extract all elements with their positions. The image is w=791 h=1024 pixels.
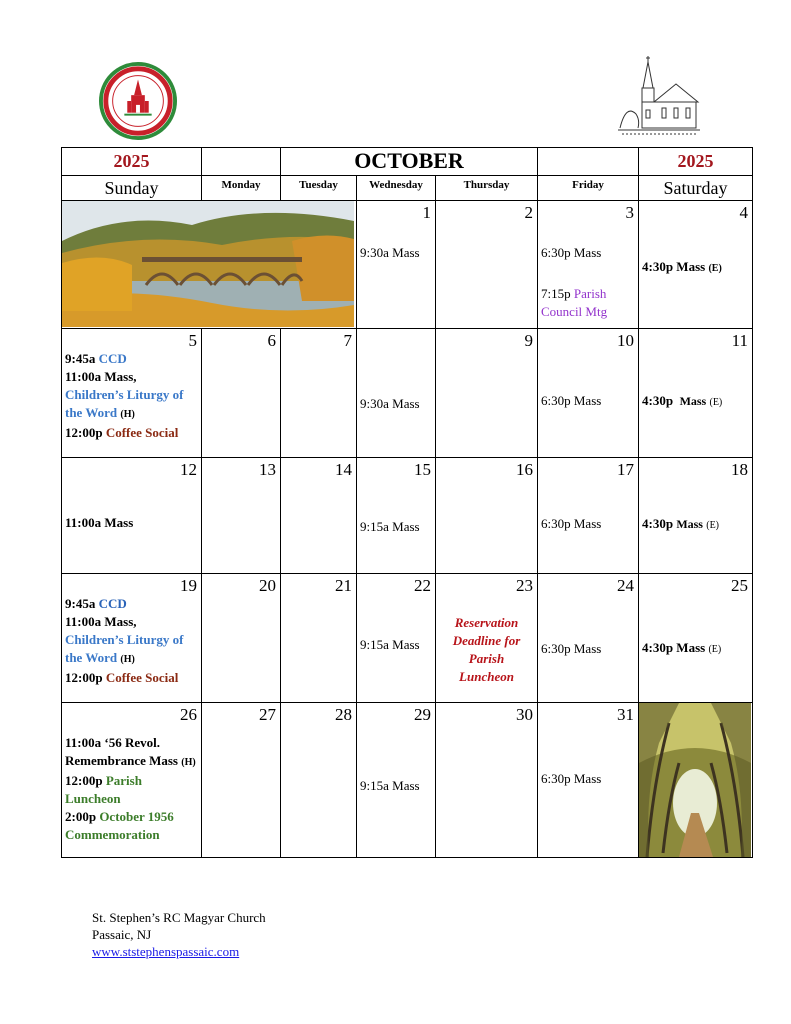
day-cell-17: 17 6:30p Mass <box>538 458 639 574</box>
dow-monday: Monday <box>202 176 281 201</box>
tree-avenue-icon <box>639 703 751 857</box>
parish-seal-icon <box>99 62 177 140</box>
event-mass: 4:30p Mass (E) <box>642 393 723 408</box>
day-cell-20: 20 <box>202 574 281 703</box>
day-cell-23: 23 Reservation Deadline for Parish Luncheon <box>436 574 538 703</box>
church-location: Passaic, NJ <box>92 927 152 942</box>
reservation-deadline-note: Reservation Deadline for Parish Luncheon <box>452 615 521 684</box>
sunday-events: 9:45a CCD 11:00a Mass, Children’s Liturgy of the Word (H) 12:00p Coffee Social <box>65 596 184 685</box>
day-cell-6: 6 <box>202 329 281 458</box>
dow-saturday: Saturday <box>639 176 753 201</box>
sunday-events: 9:45a CCD 11:00a Mass, Children’s Liturgy of the Word (H) 12:00p Coffee Social <box>65 351 184 440</box>
day-cell-31: 31 6:30p Mass <box>538 703 639 858</box>
day-cell-3: 3 6:30p Mass 7:15p Parish Council Mtg <box>538 201 639 329</box>
event-mass: 6:30p Mass <box>541 245 602 260</box>
calendar-grid <box>61 147 753 858</box>
day-cell-16: 16 <box>436 458 538 574</box>
day-cell-22: 22 9:15a Mass <box>357 574 436 703</box>
year-left: 2025 <box>62 148 202 176</box>
day-cell-1: 1 9:30a Mass <box>357 201 436 329</box>
event-mass: 9:15a Mass <box>360 637 420 652</box>
day-cell-18: 18 4:30p Mass (E) <box>639 458 753 574</box>
day-cell-26: 26 11:00a ‘56 Revol. Remembrance Mass (H) 12:00p Parish Luncheon 2:00p October 1956 Commemoration <box>62 703 202 858</box>
dow-tuesday: Tuesday <box>281 176 357 201</box>
event-mass: 11:00a Mass <box>65 515 134 530</box>
day-cell-10: 10 6:30p Mass <box>538 329 639 458</box>
church-sketch-icon <box>618 54 700 138</box>
event-mass: 6:30p Mass <box>541 393 602 408</box>
month-title: OCTOBER <box>281 148 538 176</box>
event-mass: 4:30p Mass (E) <box>642 640 722 655</box>
day-cell-9: 9 <box>436 329 538 458</box>
day-cell-25: 25 4:30p Mass (E) <box>639 574 753 703</box>
website-link[interactable]: www.ststephenspassaic.com <box>92 944 240 959</box>
event-mass: 9:15a Mass <box>360 519 420 534</box>
dow-thursday: Thursday <box>436 176 538 201</box>
day-cell-4: 4 4:30p Mass (E) <box>639 201 753 329</box>
day-cell-21: 21 <box>281 574 357 703</box>
sunday-events: 11:00a ‘56 Revol. Remembrance Mass (H) 12:00p Parish Luncheon 2:00p October 1956 Commemoration <box>65 735 196 842</box>
day-cell-29: 29 9:15a Mass <box>357 703 436 858</box>
event-mass: 6:30p Mass <box>541 516 602 531</box>
dow-friday: Friday <box>538 176 639 201</box>
day-cell-27: 27 <box>202 703 281 858</box>
event-mass: 6:30p Mass <box>541 771 602 786</box>
autumn-bridge-photo <box>62 201 357 329</box>
day-cell-13: 13 <box>202 458 281 574</box>
event-mass: 4:30p Mass (E) <box>642 516 720 531</box>
dow-wednesday: Wednesday <box>357 176 436 201</box>
event-parish-council: 7:15p Parish Council Mtg <box>541 286 608 319</box>
event-mass: 4:30p Mass (E) <box>642 259 722 274</box>
day-cell-19: 19 9:45a CCD 11:00a Mass, Children’s Liturgy of the Word (H) 12:00p Coffee Social <box>62 574 202 703</box>
dow-sunday: Sunday <box>62 176 202 201</box>
day-cell-8 <box>357 329 436 458</box>
tree-avenue-photo <box>639 703 753 858</box>
autumn-bridge-icon <box>62 201 354 327</box>
year-right: 2025 <box>639 148 753 176</box>
day-cell-28: 28 <box>281 703 357 858</box>
event-mass: 9:15a Mass <box>360 778 420 793</box>
day-cell-15: 15 9:15a Mass <box>357 458 436 574</box>
day-cell-5: 5 9:45a CCD 11:00a Mass, Children’s Liturgy of the Word (H) 12:00p Coffee Social <box>62 329 202 458</box>
day-cell-24: 24 6:30p Mass <box>538 574 639 703</box>
church-name: St. Stephen’s RC Magyar Church <box>92 910 266 925</box>
day-cell-7: 7 <box>281 329 357 458</box>
event-mass: 6:30p Mass <box>541 641 602 656</box>
day-cell-14: 14 <box>281 458 357 574</box>
day-cell-2: 2 <box>436 201 538 329</box>
event-mass: 9:30a Mass <box>360 245 420 260</box>
day-cell-30: 30 <box>436 703 538 858</box>
footer-address <box>92 909 266 960</box>
day-cell-11: 11 4:30p Mass (E) <box>639 329 753 458</box>
day-cell-12: 12 11:00a Mass <box>62 458 202 574</box>
event-mass: 9:30a Mass <box>360 396 420 411</box>
